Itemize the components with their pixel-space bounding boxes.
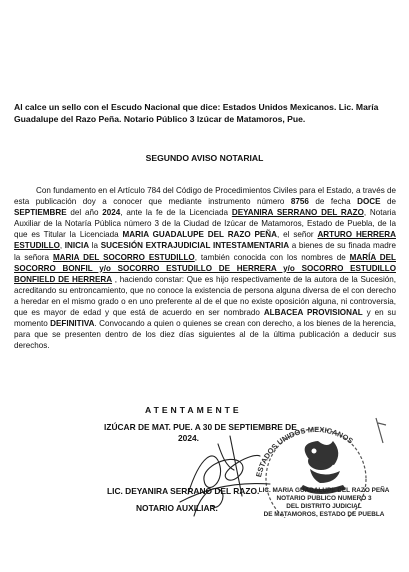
seal-ring-text: ESTADOS UNIDOS MEXICANOS [254,424,355,479]
notice-body [14,185,396,351]
seal-description-header: Al calce un sello con el Escudo Nacional que dice: Estados Unidos Mexicanos. Lic. María Guadalupe del Razo Peña. Notario Público 3 Izúcar de Matamoros, Pue. [14,102,379,124]
stamp-line: DEL DISTRITO JUDICIAL [286,503,362,510]
body-text: y en su momento [14,308,396,329]
body-text: , ante la fe de la Licenciada [120,208,232,218]
body-text: , también conocida con los nombres de [194,252,350,262]
definitiva-word: DEFINITIVA [50,319,95,329]
date-day: DOCE [357,197,381,207]
body-text: Con fundamento en el Artículo 784 del Código de Procedimientos Civiles para el Estado, a través de esta publicación doy a conocer que mediante instrumento número [14,186,396,207]
body-text: . Convocando a quien o quienes se crean con derecho, a los bienes de la herencia, para que se presenten dentro de los diez días siguientes al de la última publicación a deducir sus derechos. [14,319,396,351]
succession-type: SUCESIÓN EXTRAJUDICIAL INTESTAMENTARIA [100,241,290,251]
albacea-provisional: ALBACEA PROVISIONAL [263,308,363,318]
stamp-line: LIC. MARIA GUADALUPE DEL RAZO PEÑA [258,487,390,494]
place-date-line-2: 2024. [178,433,199,443]
instrument-number: 8756 [290,197,309,207]
atentamente-label: ATENTAMENTE [145,405,242,415]
place-date-line-1: IZÚCAR DE MAT. PUE. A 30 DE SEPTIEMBRE DE [104,422,297,432]
stamp-line: NOTARIO PUBLICO NUMERO 3 [276,495,372,502]
notary-stamp [249,487,399,519]
date-year: 2024 [102,208,121,218]
body-text: de fecha [308,197,358,207]
document-title: SEGUNDO AVISO NOTARIAL [145,153,264,163]
inicia-word: INICIA [64,241,90,251]
body-text: de [380,197,396,207]
body-text: a bienes de su finada madre la señora [14,241,396,262]
body-text: , el señor [277,230,318,240]
date-month: SEPTIEMBRE [14,208,67,218]
body-text: , [59,241,65,251]
deceased-name: MARIA DEL SOCORRO ESTUDILLO [52,252,195,262]
auxiliary-notary-name: DEYANIRA SERRANO DEL RAZO [231,208,364,218]
stamp-line: DE MATAMOROS, ESTADO DE PUEBLA [263,511,385,518]
body-text: la [89,241,101,251]
signer-name: LIC. DEYANIRA SERRANO DEL RAZO. [107,486,260,496]
body-text: del año [66,208,103,218]
deceased-aliases: MARÍA DEL SOCORRO BONFIL y/o SOCORRO ESTUDILLO DE HERRERA y/o SOCORRO ESTUDILLO BONFIELD DE HERRERA [14,252,396,284]
body-text: , haciendo constar: Que es hijo respectivamente de la autora de la Sucesión, acreditando su entroncamiento, que no conoce la existencia de persona alguna diversa de el con derecho a heredar en el mismo grado o en uno preferente al de el que no existe oposición alguna, ni controversia, que es mayor de edad y que está de acuerdo en ser nombrado [14,274,396,318]
signer-role: NOTARIO AUXILIAR. [136,503,218,513]
heir-name: ARTURO HERRERA ESTUDILLO [14,230,396,251]
body-text: , Notaria Auxiliar de la Notaría Pública número 3 de la Ciudad de Izúcar de Matamoros, Estado de Puebla, de la que es Titular la Licenciada [14,208,396,240]
titular-notary-name: MARIA GUADALUPE DEL RAZO PEÑA [122,230,277,240]
